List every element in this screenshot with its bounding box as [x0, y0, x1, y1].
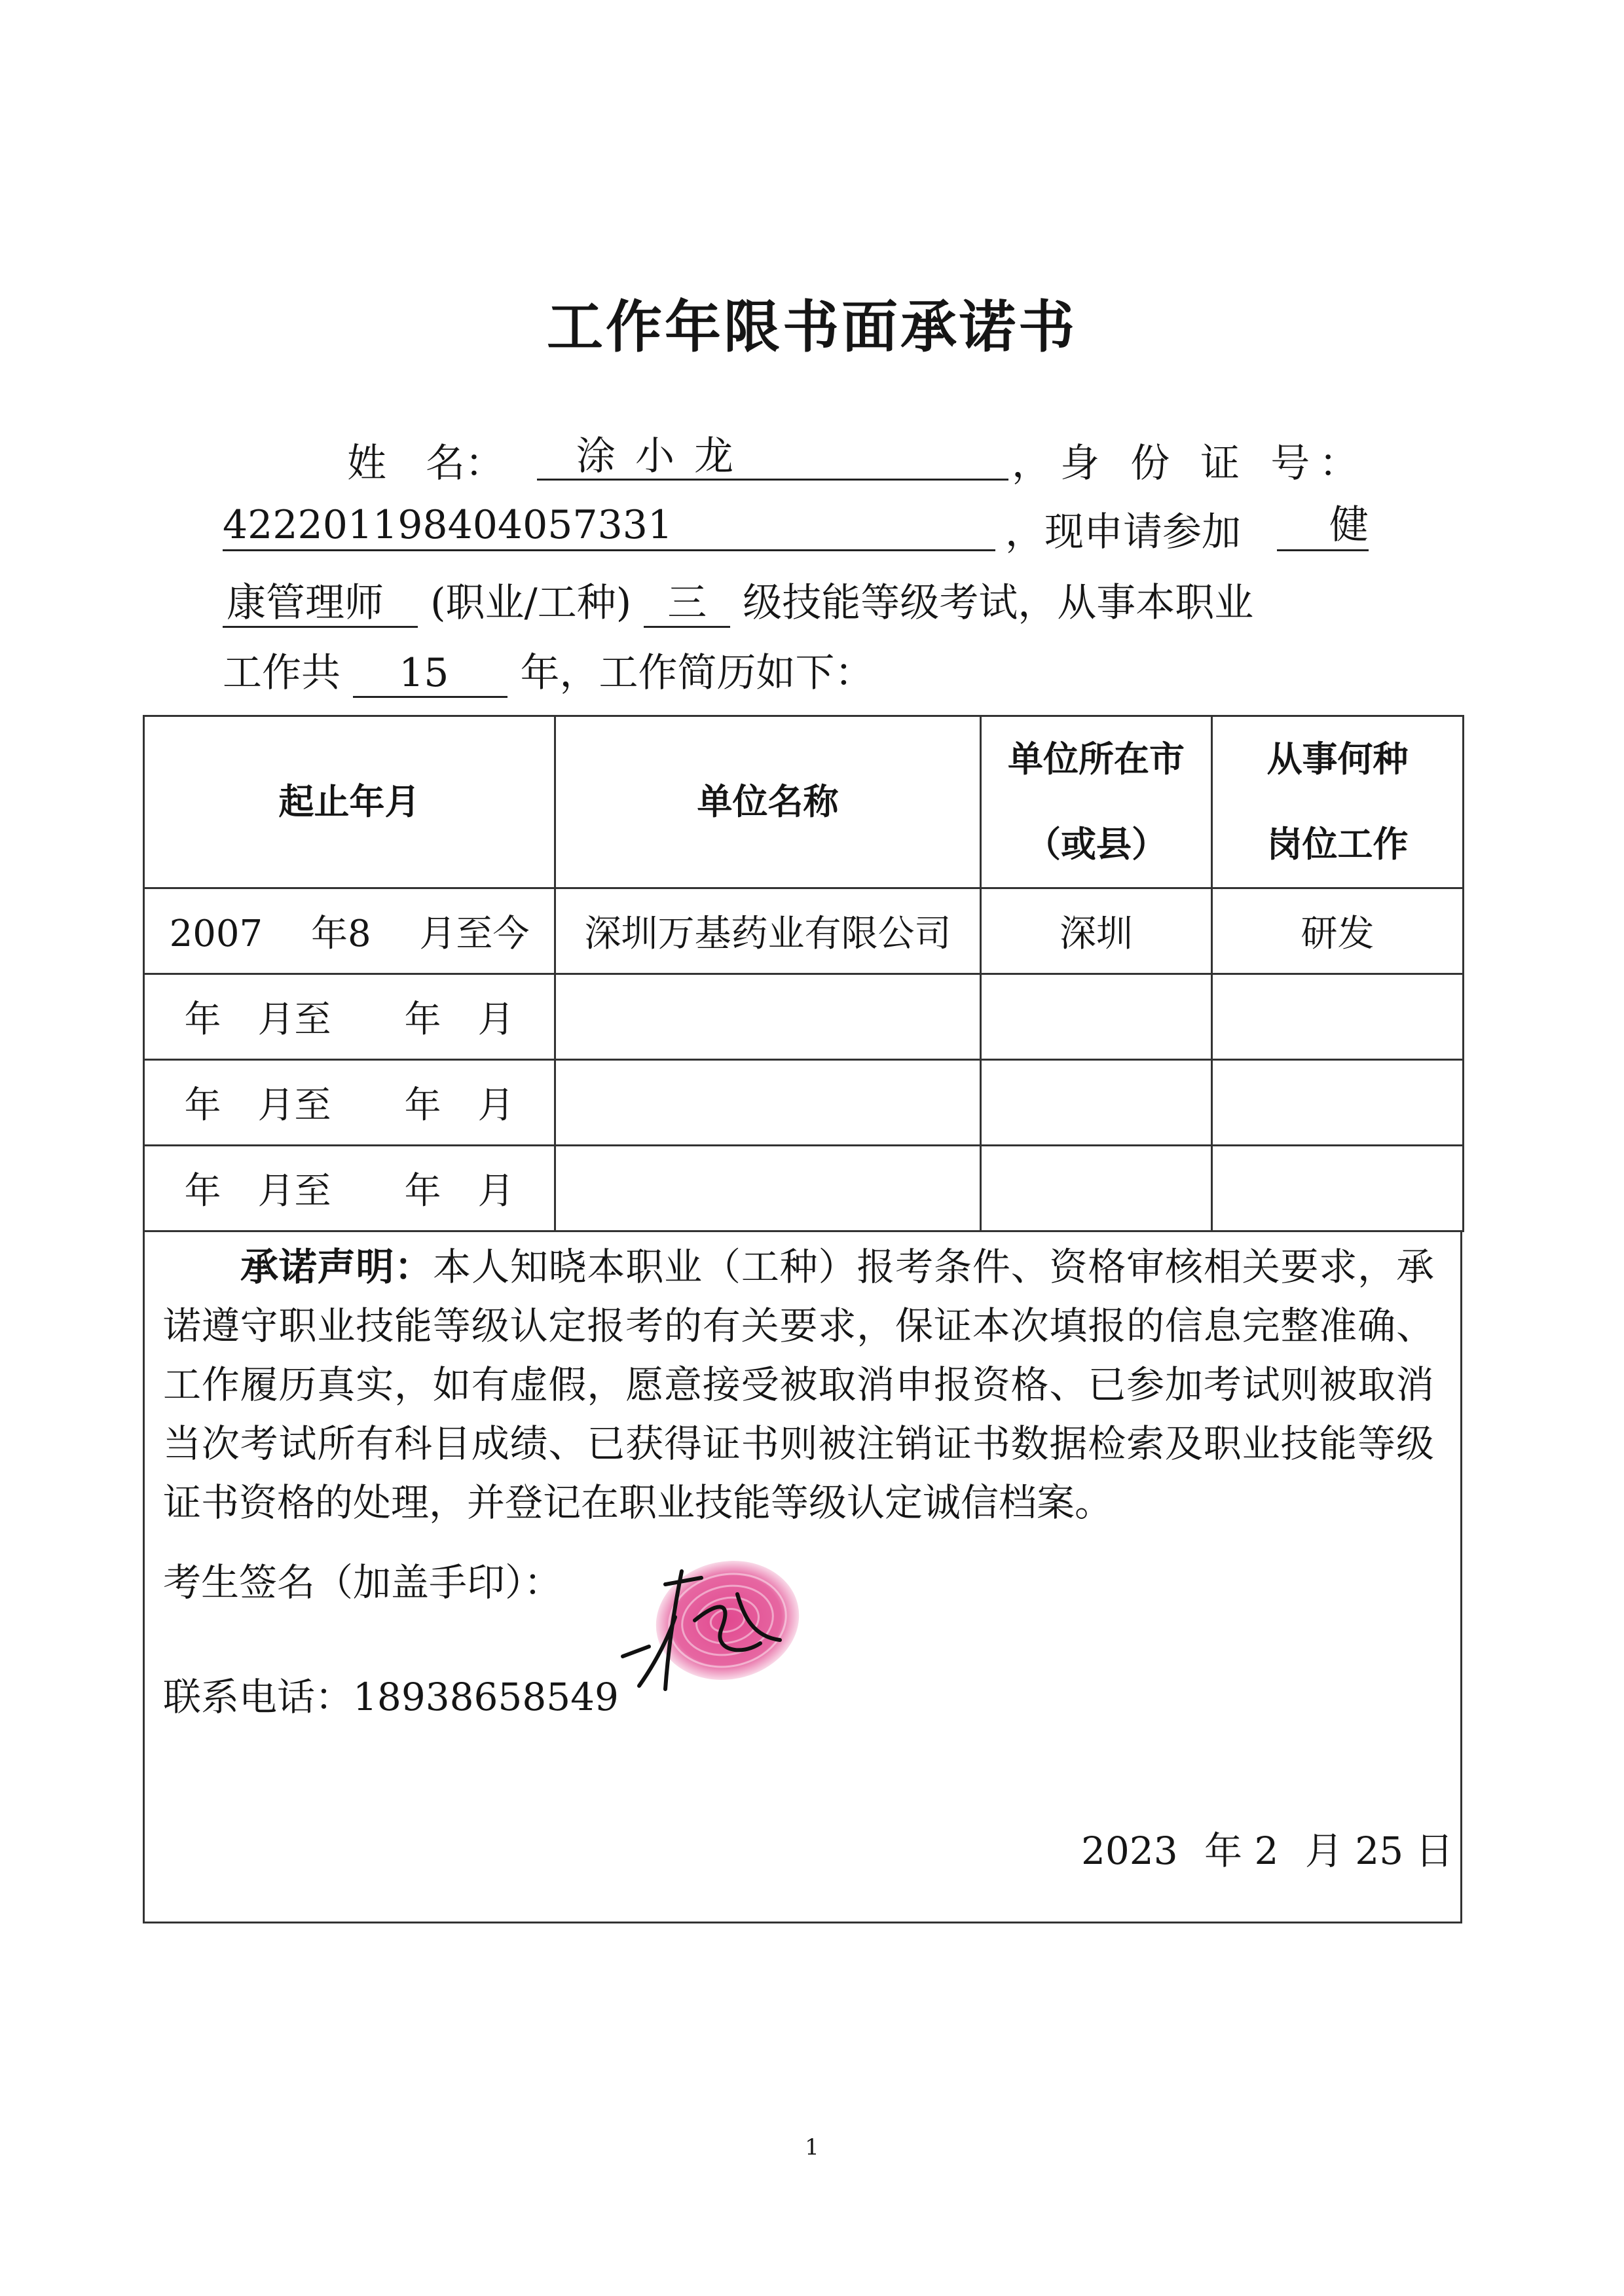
pledge-lead: 承诺声明： [240, 1245, 434, 1289]
table-row [144, 1060, 1464, 1146]
date-day: 25 [1355, 1829, 1404, 1873]
sign-date [1081, 1820, 1454, 1875]
header-position-line2: 岗位工作 [1266, 824, 1409, 865]
fingerprint-signature-icon [603, 1558, 819, 1709]
period-month-label: 月至今 [419, 913, 530, 955]
date-year-label: 年 [1204, 1829, 1243, 1873]
name-label: 姓 名： [347, 441, 504, 486]
city-cell [981, 1146, 1212, 1231]
name-field: 涂小龙 [537, 432, 1008, 481]
pledge-text: 本人知晓本职业（工种）报考条件、资格审核相关要求，承诺遵守职业技能等级认定报考的有关要求，保证本次填报的信息完整准确、工作履历真实，如有虚假，愿意接受被取消申报资格、已参加考试则被取消当次考试所有科目成绩、已获得证书则被注销证书数据检索及职业技能等级证书资格的处理，并登记在职业技能等级认定诚信档案。 [163, 1245, 1434, 1525]
company-cell [555, 1146, 981, 1231]
header-city-line1: 单位所在市 [1008, 738, 1185, 780]
pledge-statement [163, 1237, 1434, 1532]
level-suffix: 级技能等级考试，从事本职业 [743, 580, 1254, 626]
years-prefix: 工作共 [223, 650, 341, 696]
position-cell [1212, 1060, 1464, 1146]
level-field: 三 [644, 580, 730, 628]
header-city [981, 716, 1212, 888]
date-month-label: 月 [1304, 1829, 1343, 1873]
intro-line-3 [223, 572, 1253, 628]
table-row [144, 974, 1464, 1060]
intro-line-4 [223, 642, 874, 698]
id-number-field: 422201198404057331 [223, 501, 995, 551]
company-cell: 深圳万基药业有限公司 [555, 888, 981, 974]
years-field: 15 [353, 650, 507, 698]
table-row [144, 1146, 1464, 1231]
occupation-field-part2: 康管理师 [223, 580, 388, 628]
document-title: 工作年限书面承诺书 [547, 295, 1077, 360]
header-city-line2: （或县） [1025, 824, 1167, 865]
period-cell: 年 月至 年 月 [144, 1146, 555, 1231]
apply-text: ，现申请参加 [1005, 509, 1241, 555]
company-cell [555, 1060, 981, 1146]
years-suffix: 年，工作简历如下： [520, 650, 874, 696]
position-cell [1212, 974, 1464, 1060]
position-cell [1212, 1146, 1464, 1231]
period-cell: 年 月至 年 月 [144, 1060, 555, 1146]
date-day-label: 日 [1415, 1829, 1454, 1873]
period-month: 8 [347, 913, 371, 955]
occupation-field-part1: 健 [1277, 501, 1369, 551]
date-month: 2 [1254, 1829, 1279, 1873]
phone-label: 联系电话： [163, 1675, 354, 1719]
header-position-line1: 从事何种 [1266, 738, 1409, 780]
work-history-table [143, 715, 1464, 1232]
period-cell [144, 888, 555, 974]
occupation-suffix: (职业/工种) [430, 580, 632, 626]
city-cell [981, 974, 1212, 1060]
city-cell: 深圳 [981, 888, 1212, 974]
phone-line [163, 1666, 619, 1721]
city-cell [981, 1060, 1212, 1146]
pledge-box [143, 1231, 1462, 1923]
signature-label: 考生签名（加盖手印）： [163, 1560, 563, 1605]
date-year: 2023 [1081, 1829, 1178, 1873]
period-year-label: 年 [310, 913, 348, 955]
table-header-row [144, 716, 1464, 888]
page-number: 1 [805, 2134, 819, 2160]
id-label: ，身 份 证 号： [1012, 441, 1368, 486]
period-year: 2007 [169, 913, 263, 955]
position-cell: 研发 [1212, 888, 1464, 974]
period-cell: 年 月至 年 月 [144, 974, 555, 1060]
header-company: 单位名称 [555, 716, 981, 888]
company-cell [555, 974, 981, 1060]
phone-number: 18938658549 [353, 1675, 619, 1719]
table-row [144, 888, 1464, 974]
header-period: 起止年月 [144, 716, 555, 888]
header-position [1212, 716, 1464, 888]
